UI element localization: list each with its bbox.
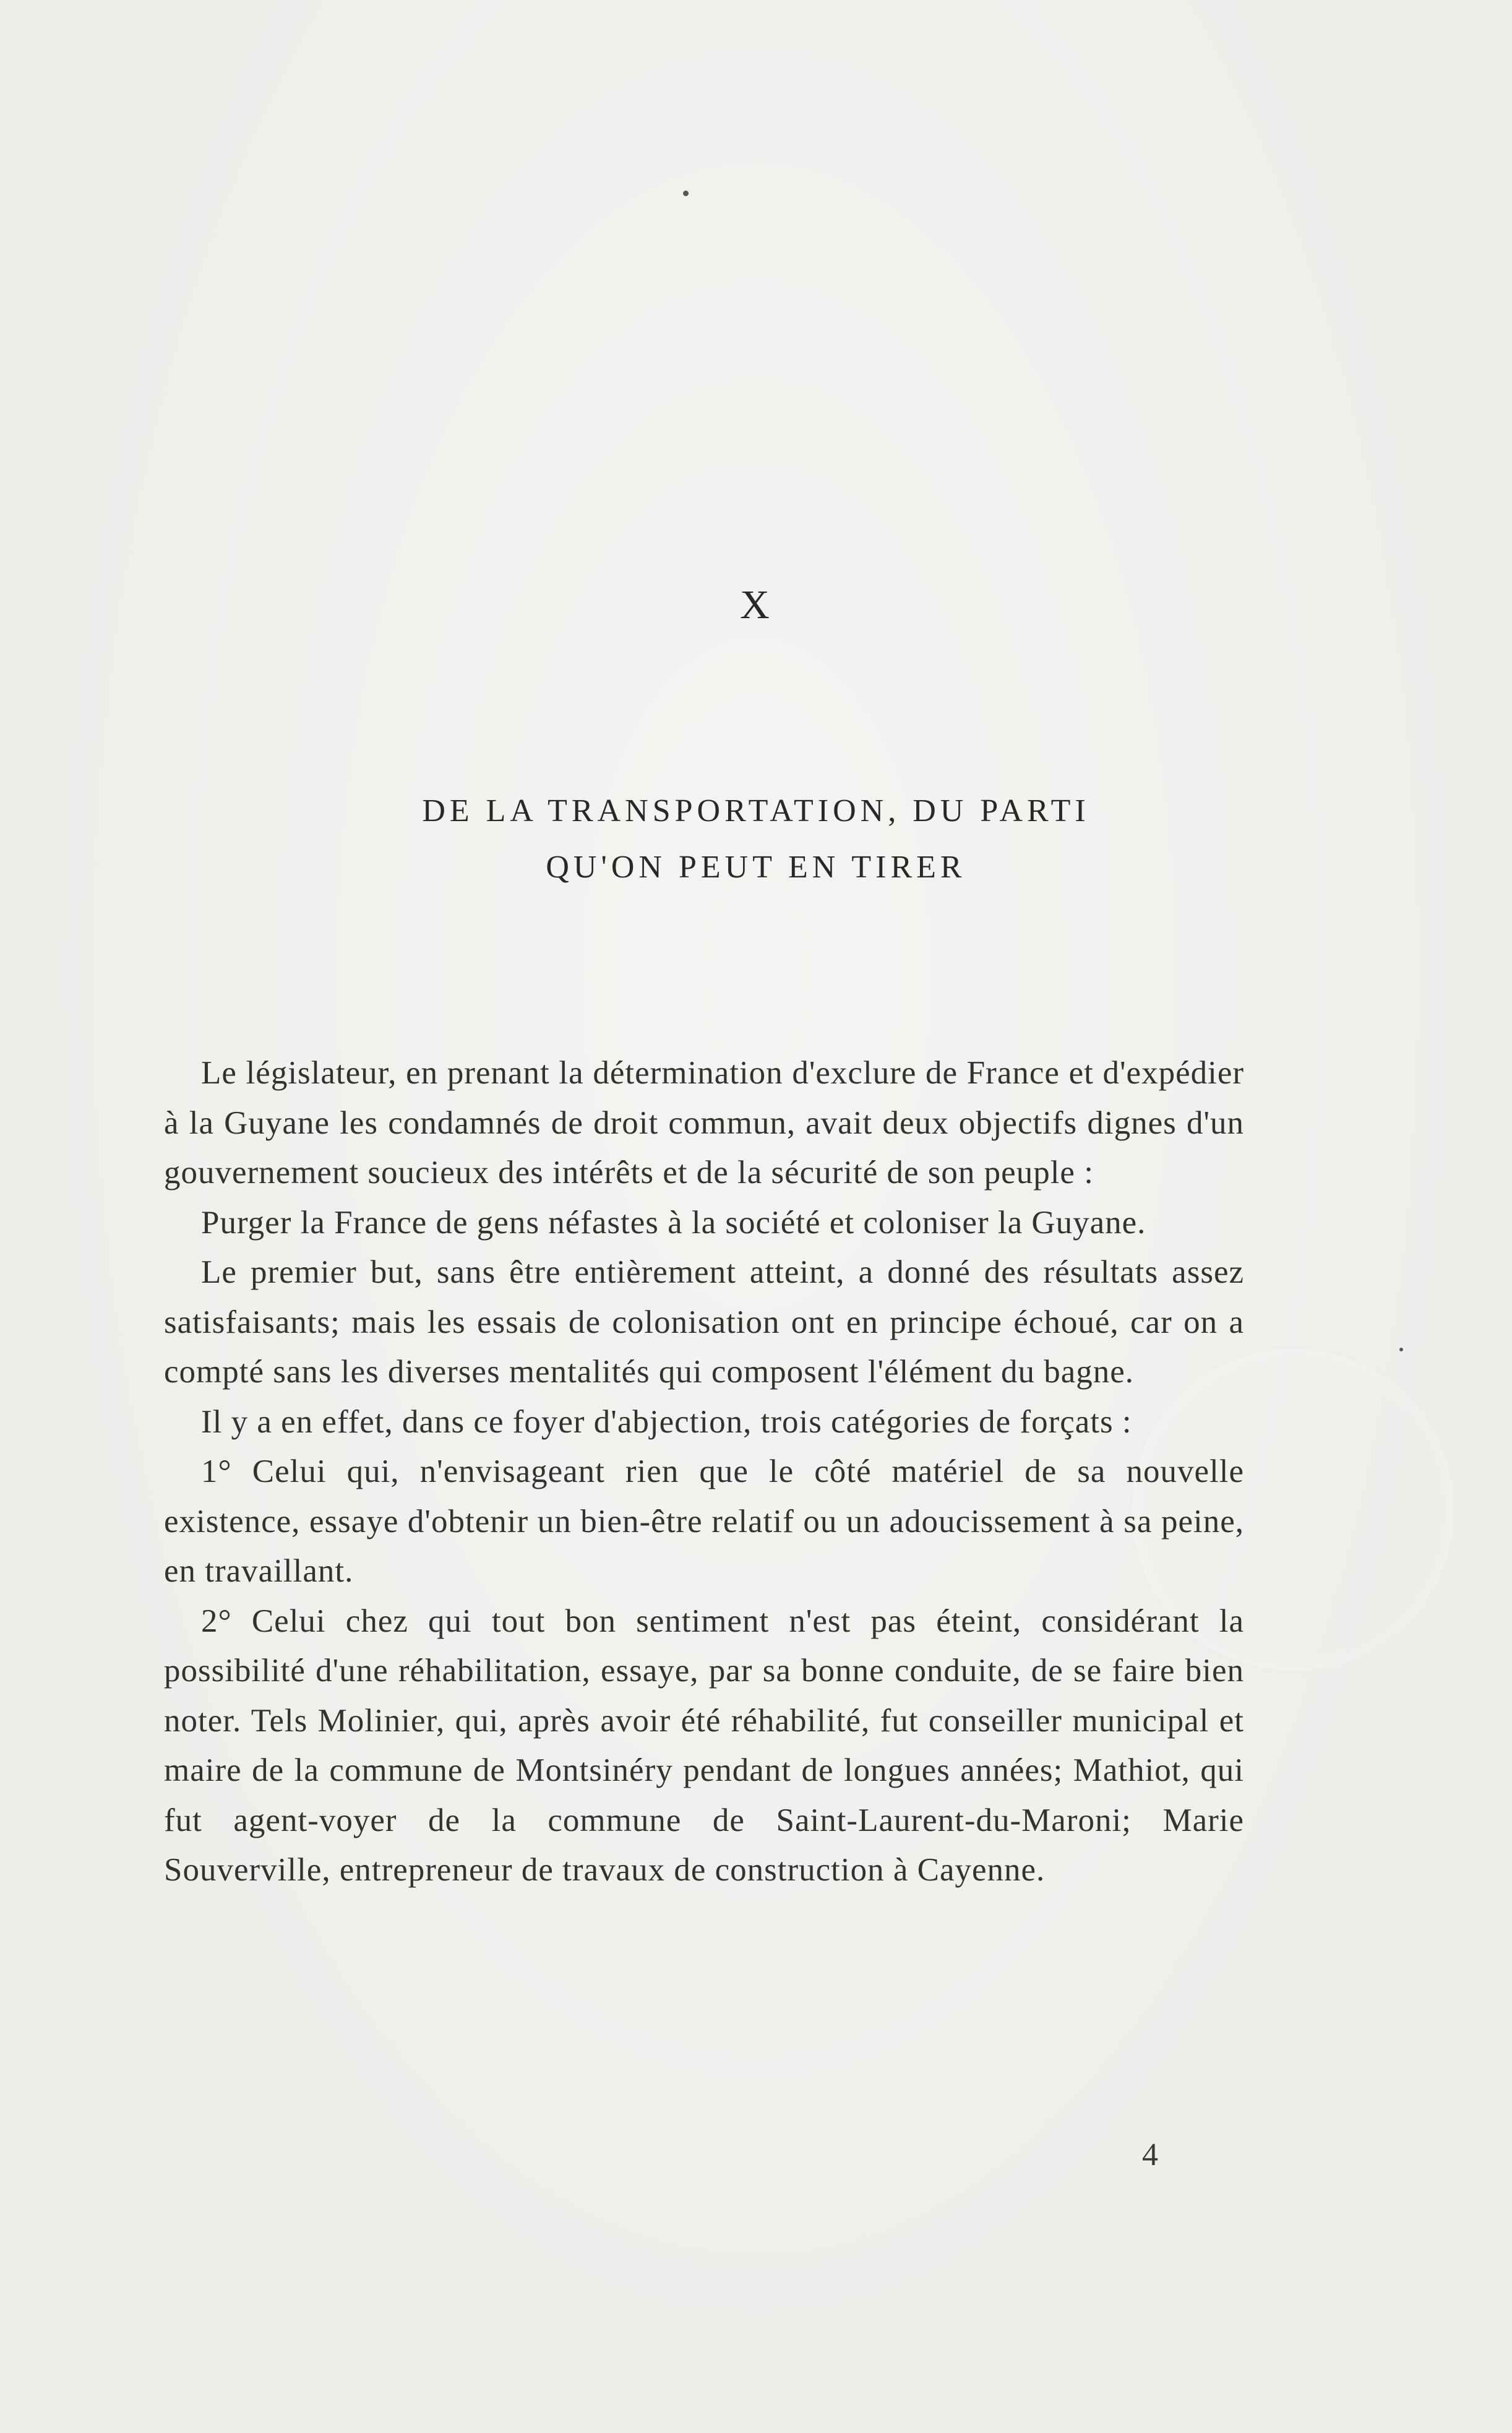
paragraph-4: Il y a en effet, dans ce foyer d'abjection, trois catégories de forçats : <box>201 1403 1132 1440</box>
paragraph-3: Le premier but, sans être entièrement atteint, a donné des résultats assez satisfaisants; mais les essais de colonisation ont en principe échoué, car on a compté sans les diverses mentalités qui composent l'élément du bagne. <box>164 1254 1244 1390</box>
ink-speck <box>1399 1348 1403 1351</box>
signature-mark: 4 <box>1142 2137 1158 2172</box>
chapter-title-line-1: DE LA TRANSPORTATION, DU PARTI <box>422 793 1090 829</box>
paragraph-6: 2° Celui chez qui tout bon sentiment n'est pas éteint, considérant la possibilité d'une réhabilitation, essaye, par sa bonne conduite, de se faire bien noter. Tels Molinier, qui, après avoir été réhabilité, fut conseiller municipal et maire de la commune de Montsinéry pendant de longues années; Mathiot, qui fut agent-voyer de la commune de Saint-Laurent-du-Maroni; Marie Souverville, entrepreneur de travaux de construction à Cayenne. <box>164 1603 1244 1888</box>
ink-speck <box>683 191 689 196</box>
chapter-number: X <box>740 582 772 627</box>
paragraph-1: Le législateur, en prenant la détermination d'exclure de France et d'expédier à la Guyane les condamnés de droit commun, avait deux objectifs dignes d'un gouvernement soucieux des intérêts et de la sécurité de son peuple : <box>164 1055 1244 1191</box>
chapter-title <box>0 783 1512 895</box>
body-text <box>164 1048 1244 1895</box>
paragraph-2: Purger la France de gens néfastes à la société et coloniser la Guyane. <box>201 1204 1146 1241</box>
chapter-title-line-2: QU'ON PEUT EN TIRER <box>546 850 966 885</box>
paragraph-5: 1° Celui qui, n'envisageant rien que le côté matériel de sa nouvelle existence, essaye d'obtenir un bien-être relatif ou un adoucissement à sa peine, en travaillant. <box>164 1453 1244 1589</box>
